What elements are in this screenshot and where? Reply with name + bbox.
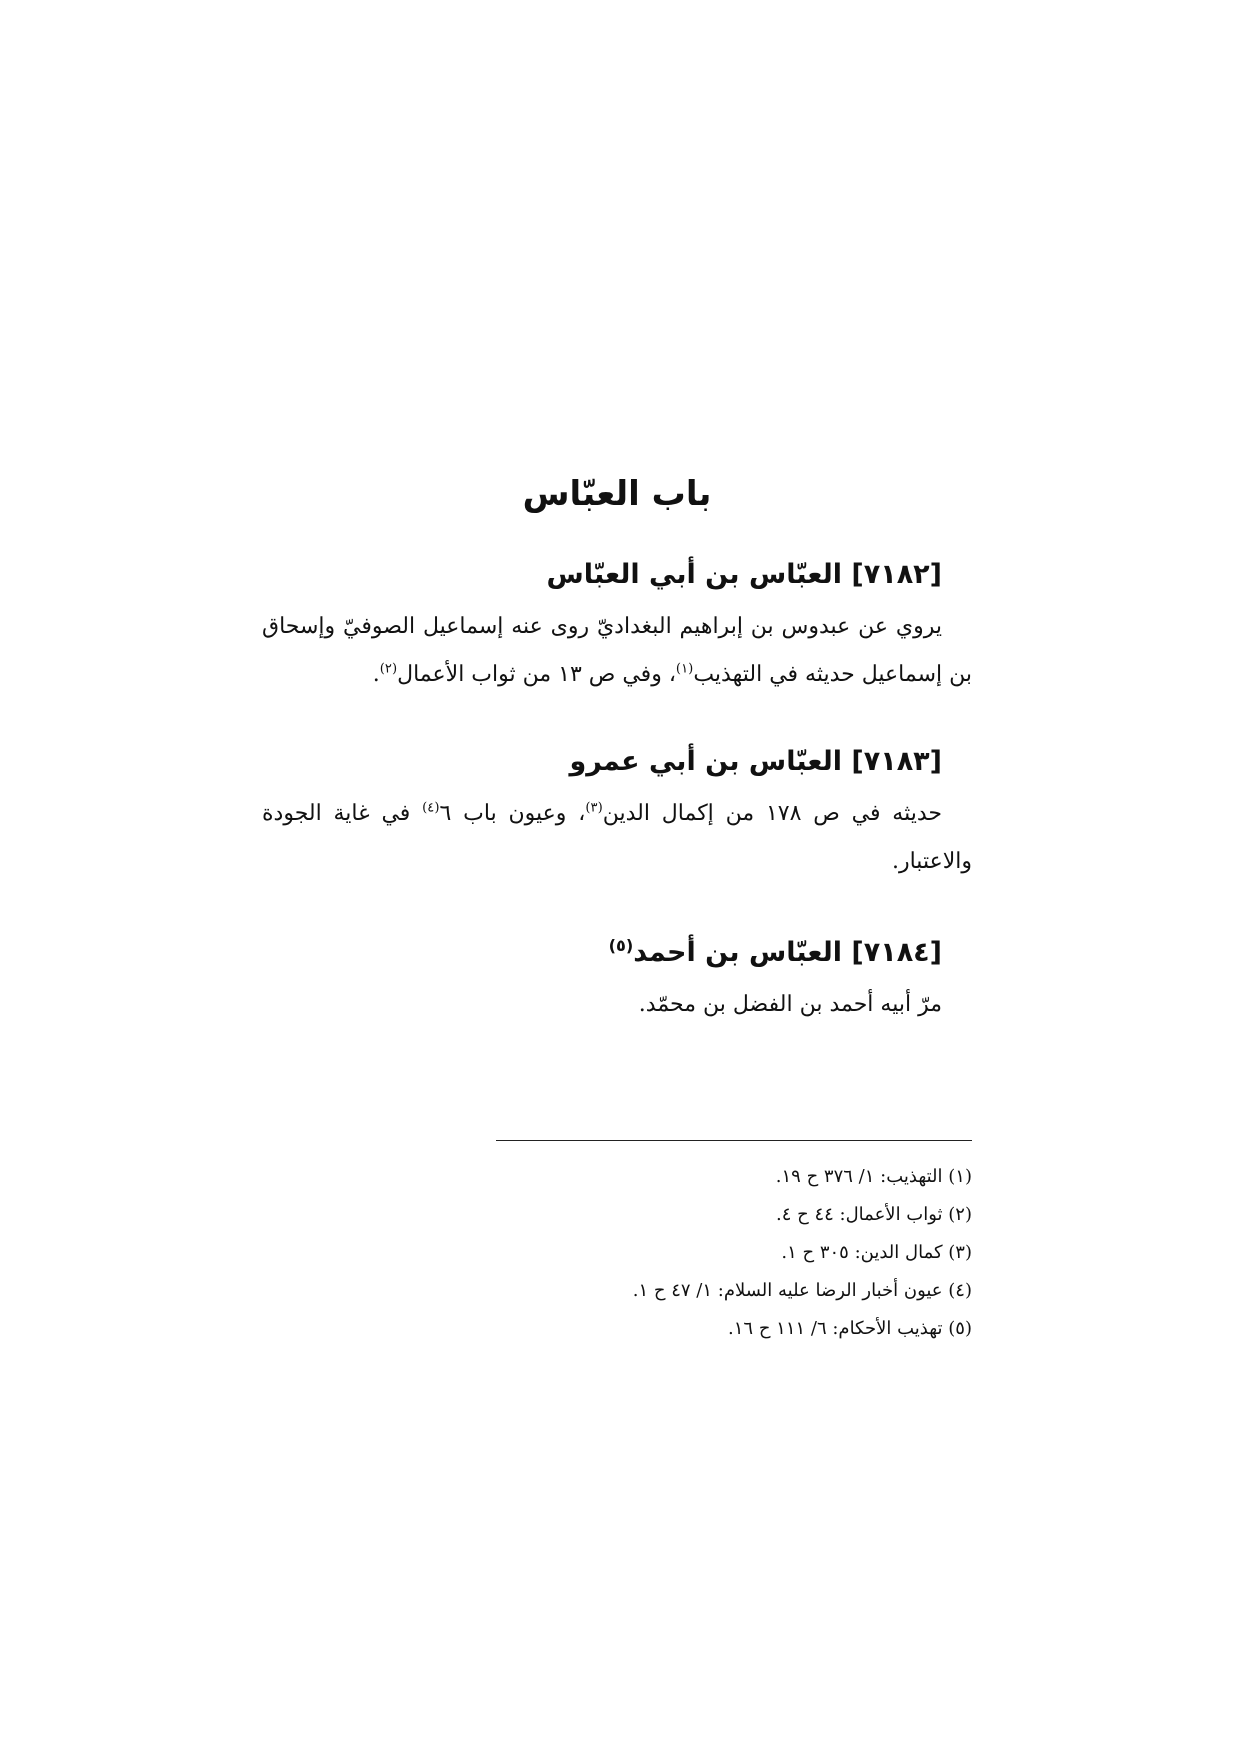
footnote-ref: (٥) xyxy=(608,936,634,955)
entry-body: حديثه في ص ١٧٨ من إكمال الدين$^{(٣)}$، وعيون باب ٦$^{(٤)}$ في غاية الجودة والاعتبار. xyxy=(262,800,972,874)
footnote-ref: (٤) xyxy=(422,800,440,816)
footnote-ref: (١) xyxy=(675,661,694,677)
footnote: (١) التهذيب: ١/ ٣٧٦ ح ١٩. xyxy=(775,1166,972,1187)
footnotes xyxy=(496,1158,972,1348)
footnote: (٥) تهذيب الأحكام: ٦/ ١١١ ح ١٦. xyxy=(728,1318,972,1339)
footnote-ref: (٢) xyxy=(379,661,398,677)
entry-heading: [٧١٨٤] العبّاس بن أحمد$^{(٥)}$ xyxy=(608,936,942,968)
entry-7184 xyxy=(262,933,972,1029)
entry-heading: [٧١٨٢] العبّاس بن أبي العبّاس xyxy=(546,559,942,590)
entry-body: مرّ أبيه أحمد بن الفضل بن محمّد. xyxy=(638,992,942,1017)
entry-heading: [٧١٨٣] العبّاس بن أبي عمرو xyxy=(569,746,942,777)
entry-7183 xyxy=(262,742,972,886)
chapter-title: باب العبّاس xyxy=(522,474,712,514)
footnote: (٣) كمال الدين: ٣٠٥ ح ١. xyxy=(781,1242,972,1263)
footnote: (٤) عيون أخبار الرضا عليه السلام: ١/ ٤٧ ح ١. xyxy=(632,1280,972,1301)
entry-7182 xyxy=(262,555,972,699)
footnote-divider xyxy=(496,1140,972,1141)
entry-body: يروي عن عبدوس بن إبراهيم البغداديّ روى عنه إسماعيل الصوفيّ وإسحاق بن إسماعيل حديثه في التهذيب$^{(١)}$، وفي ص ١٣ من ثواب الأعمال$^{(٢)}$. xyxy=(262,614,972,687)
footnote-ref: (٣) xyxy=(585,800,603,816)
footnote: (٢) ثواب الأعمال: ٤٤ ح ٤. xyxy=(776,1204,972,1225)
